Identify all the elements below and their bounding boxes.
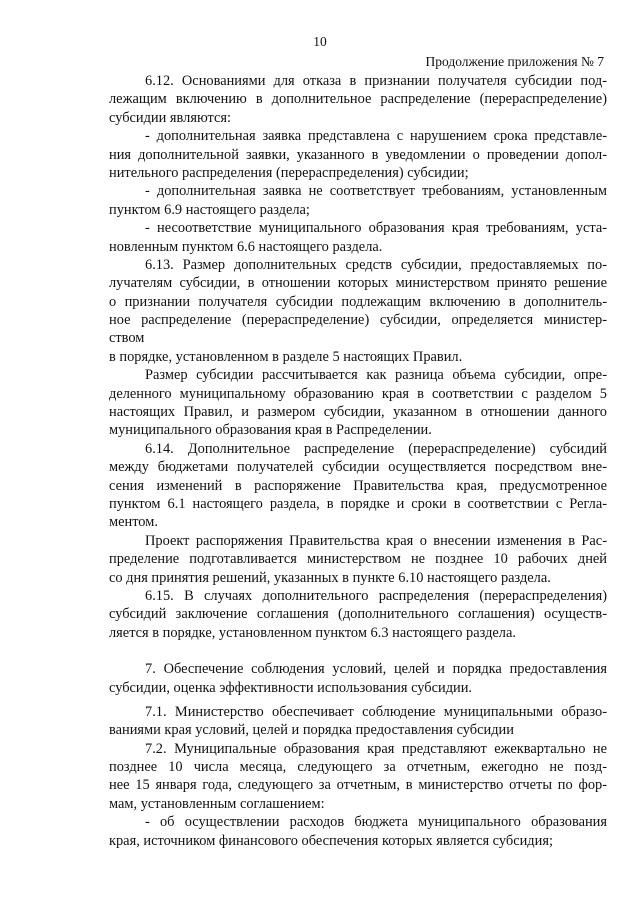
text-line: 6.12. Основаниями для отказа в признании получателя субсидии под- — [145, 73, 607, 89]
text-line: между бюджетами получателей субсидии осуществляется посредством вне- — [109, 459, 607, 476]
text-line: сения изменений в распоряжение Правительства края, предусмотренное — [109, 477, 607, 494]
section-title-line: субсидии, оценка эффективности использования субсидии. — [109, 679, 473, 696]
text-line: - дополнительная заявка представлена с нарушением срока представле- — [145, 128, 607, 145]
text-line: ляется в порядке, установленном пунктом 6.3 настоящего раздела. — [109, 624, 516, 641]
text-line: о признании получателя субсидии подлежащим включению в дополнитель- — [109, 293, 607, 310]
text-line: Проект распоряжения Правительства края о внесении изменения в Рас- — [145, 532, 607, 549]
text-line: нее 15 января года, следующего за отчетным, в министерство отчеты по фор- — [109, 777, 607, 794]
text-line: пунктом 6.9 настоящего раздела; — [109, 201, 310, 218]
text-line: лежащим включению в дополнительное распределение (перераспределение) — [109, 91, 607, 108]
text-line: нительного распределения (перераспределения) субсидии; — [109, 164, 469, 181]
text-line: ния дополнительной заявки, указанного в уведомлении о проведении допол- — [109, 146, 607, 163]
text-line: лучателям субсидии, в отношении которых министерством принято решение — [109, 275, 607, 292]
document-body — [109, 72, 607, 850]
text-line: субсидии являются: — [109, 109, 231, 126]
text-line: - несоответствие муниципального образования края требованиям, уста- — [145, 220, 607, 237]
text-line: мам, установленным соглашением: — [109, 795, 325, 812]
text-line: 6.13. Размер дополнительных средств субсидии, предоставляемых по- — [145, 256, 607, 273]
text-line: ством — [109, 330, 145, 347]
page-number: 10 — [313, 34, 327, 49]
text-line: муниципального образования края в Распределении. — [109, 422, 432, 439]
section-title-line: 7. Обеспечение соблюдения условий, целей и порядка предоставления — [145, 661, 607, 678]
text-line: 7.2. Муниципальные образования края представляют ежеквартально не — [145, 740, 607, 757]
text-line: ное распределение (перераспределение) субсидии, определяется министер- — [109, 312, 607, 329]
appendix-continuation-label: Продолжение приложения № 7 — [425, 54, 604, 69]
text-line: деленного муниципальному образованию края в соответствии с разделом 5 — [109, 385, 607, 402]
text-line: пределение подготавливается министерством не позднее 10 рабочих дней — [109, 551, 607, 568]
section-7-paragraphs — [109, 703, 607, 850]
text-line: 6.14. Дополнительное распределение (перераспределение) субсидий — [145, 440, 607, 457]
text-line: 7.1. Министерство обеспечивает соблюдение муниципальными образо- — [145, 703, 607, 720]
text-line: ваниями края условий, целей и порядка предоставления субсидии — [109, 722, 514, 739]
text-line: субсидий заключение соглашения (дополнительного соглашения) осуществ- — [109, 606, 607, 623]
text-line: позднее 10 числа месяца, следующего за отчетным, ежегодно не позд- — [109, 759, 607, 776]
text-line: Размер субсидии рассчитывается как разница объема субсидии, опре- — [145, 367, 607, 384]
text-line: - об осуществлении расходов бюджета муниципального образования — [145, 814, 607, 831]
section-gap — [109, 642, 607, 660]
text-line: 6.15. В случаях дополнительного распределения (перераспределения) — [145, 587, 607, 604]
text-line: в порядке, установленном в разделе 5 настоящих Правил. — [109, 348, 463, 365]
text-line: ментом. — [109, 514, 158, 531]
text-line: края, источником финансового обеспечения которых является субсидия; — [109, 832, 553, 849]
text-line: настоящих Правил, и размером субсидии, указанном в отношении данного — [109, 404, 607, 421]
text-line: новленным пунктом 6.6 настоящего раздела. — [109, 238, 383, 255]
text-line: пунктом 6.1 настоящего раздела, в порядке и сроки в соответствии с Регла- — [109, 495, 607, 512]
section-7-title — [109, 660, 607, 697]
section-6-paragraphs — [109, 72, 607, 642]
text-line: со дня принятия решений, указанных в пункте 6.10 настоящего раздела. — [109, 569, 551, 586]
text-line: - дополнительная заявка не соответствует требованиям, установленным — [145, 183, 607, 200]
